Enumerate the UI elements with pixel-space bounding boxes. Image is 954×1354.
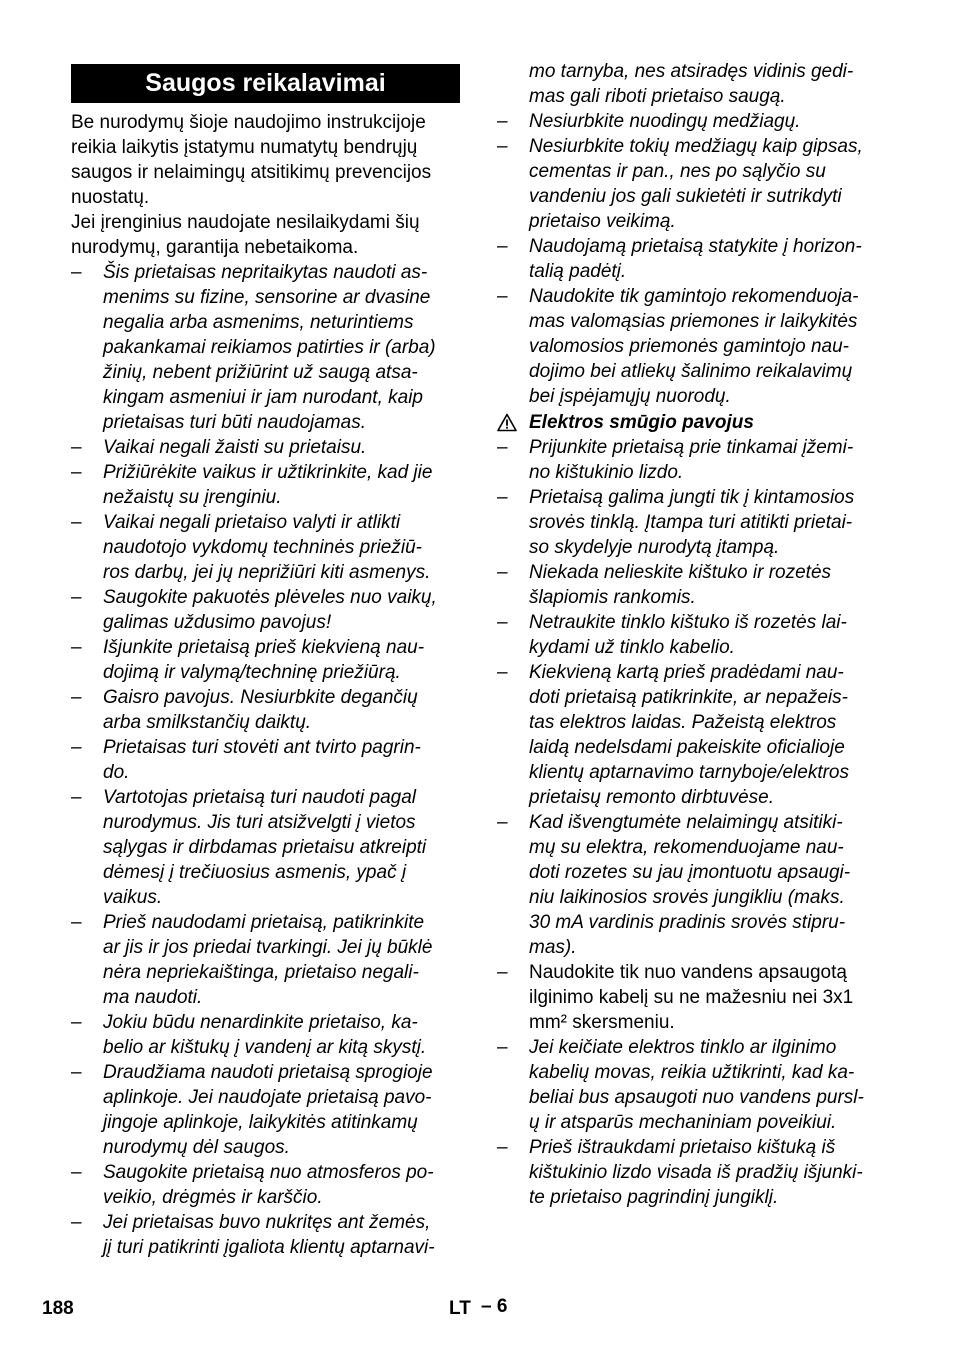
list-item-text: Naudokite tik nuo vandens apsaugotą ilginimo kabelį su ne mažesniu nei 3x1 mm² skersmeniu. bbox=[529, 962, 854, 1033]
list-item-text: Draudžiama naudoti prietaisą sprogioje aplinkoje. Jei naudojate prietaisą pavo- jingoje aplinkoje, laikykitės atitinkamų nurodymų dėl saugos. bbox=[103, 1062, 433, 1158]
list-dash: – bbox=[71, 687, 82, 708]
list-dash: – bbox=[497, 487, 508, 508]
list-item-text: Naudojamą prietaisą statykite į horizon- talią padėtį. bbox=[529, 236, 862, 282]
list-dash: – bbox=[71, 637, 82, 658]
list-dash: – bbox=[71, 1162, 82, 1183]
list-dash: – bbox=[71, 587, 82, 608]
list-dash: – bbox=[497, 662, 508, 683]
list-item-text: Jokiu būdu nenardinkite prietaiso, ka- belio ar kištukų į vandenį ar kitą skystį. bbox=[103, 1012, 427, 1058]
list-item-text: Prietaisas turi stovėti ant tvirto pagrin- do. bbox=[103, 737, 421, 783]
list-item-text: mo tarnyba, nes atsiradęs vidinis gedi- mas gali riboti prietaiso saugą. bbox=[529, 61, 854, 107]
list-dash: – bbox=[497, 562, 508, 583]
list-dash: – bbox=[71, 262, 82, 283]
list-dash: – bbox=[71, 787, 82, 808]
list-item-text: Prijunkite prietaisą prie tinkamai įžemi- no kištukinio lizdo. bbox=[529, 437, 854, 483]
list-item-text: Nesiurbkite nuodingų medžiagų. bbox=[529, 111, 801, 132]
list-dash: – bbox=[71, 912, 82, 933]
list-item-text: Prietaisą galima jungti tik į kintamosios srovės tinklą. Įtampa turi atitikti prietai- so skydelyje nurodytą įtampą. bbox=[529, 487, 855, 558]
warning-triangle-icon bbox=[497, 413, 517, 432]
list-dash: – bbox=[497, 1137, 508, 1158]
list-dash: – bbox=[71, 512, 82, 533]
language-code: LT bbox=[449, 1298, 471, 1319]
list-item-text: Jei keičiate elektros tinklo ar ilginimo kabelių movas, reikia užtikrinti, kad ka- beliai bus apsaugoti nuo vandens pursl- ų ir atsparūs mechaniniam poveikiui. bbox=[529, 1037, 864, 1133]
list-item-text: Netraukite tinklo kištuko iš rozetės lai- kydami už tinklo kabelio. bbox=[529, 612, 847, 658]
intro-paragraph: Jei įrenginius naudojate nesilaikydami šių nurodymų, garantija nebetaikoma. bbox=[71, 212, 420, 258]
list-item-text: Naudokite tik gamintojo rekomenduoja- mas valomąsias priemones ir laikykitės valomosios priemonės gamintojo nau- dojimo bei atliekų šalinimo reikalavimų bei įspėjamųjų nuorodų. bbox=[529, 286, 859, 407]
list-item-text: Išjunkite prietaisą prieš kiekvieną nau- dojimą ir valymą/techninę priežiūrą. bbox=[103, 637, 425, 683]
list-dash: – bbox=[497, 437, 508, 458]
intro-paragraph: Be nurodymų šioje naudojimo instrukcijoje reikia laikytis įstatymu numatytų bendrųjų saugos ir nelaimingų atsitikimų prevencijos nuostatų. bbox=[71, 112, 432, 208]
list-item-text: Prieš ištraukdami prietaiso kištuką iš kištukinio lizdo visada iš pradžių išjunki- te prietaiso pagrindinį jungiklį. bbox=[529, 1137, 863, 1208]
list-dash: – bbox=[71, 462, 82, 483]
list-item-text: Niekada nelieskite kištuko ir rozetės šlapiomis rankomis. bbox=[529, 562, 832, 608]
list-dash: – bbox=[497, 236, 508, 257]
list-item-text: Vartotojas prietaisą turi naudoti pagal nurodymus. Jis turi atsižvelgti į vietos sąlygas ir dirbdamas prietaisu atkreipti dėmesį į trečiuosius asmenis, ypač į vaikus. bbox=[103, 787, 427, 908]
list-item-text: Kad išvengtumėte nelaimingų atsitiki- mų su elektra, rekomenduojame nau- doti rozetes su jau įmontuotu apsaugi- niu laikinosios srovės jungikliu (maks. 30 mA vardinis pradinis srovės stipru- mas). bbox=[529, 812, 851, 958]
list-dash: – bbox=[497, 286, 508, 307]
list-dash: – bbox=[497, 612, 508, 633]
page-number: 188 bbox=[42, 1298, 74, 1319]
list-item-text: Kiekvieną kartą prieš pradėdami nau- doti prietaisą patikrinkite, ar nepažeis- tas elektros laidas. Pažeistą elektros laidą nedelsdami pakeiskite oficialioje klientų aptarnavimo tarnyboje/elektros prietaisų remonto dirbtuvėse. bbox=[529, 662, 850, 808]
list-item-text: Šis prietaisas nepritaikytas naudoti as- menims su fizine, sensorine ar dvasine negalia arba asmenims, neturintiems pakankamai reikiamos patirties ir (arba) žinių, nebent prižiūrint už saugą atsa- kingam asmeniui ir jam nurodant, kaip prietaisas turi būti naudojamas. bbox=[103, 262, 436, 433]
list-item-text: Nesiurbkite tokių medžiagų kaip gipsas, cementas ir pan., nes po sąlyčio su vandeniu jos gali sukietėti ir sutrikdyti prietaiso veikimą. bbox=[529, 136, 863, 232]
list-item-text: Jei prietaisas buvo nukritęs ant žemės, jį turi patikrinti įgaliota klientų aptarnavi- bbox=[103, 1212, 435, 1258]
list-dash: – bbox=[71, 437, 82, 458]
list-item-text: Vaikai negali žaisti su prietaisu. bbox=[103, 437, 367, 458]
list-dash: – bbox=[497, 812, 508, 833]
list-item-text: Gaisro pavojus. Nesiurbkite degančių arba smilkstančių daiktų. bbox=[103, 687, 418, 733]
section-page-number: – 6 bbox=[481, 1296, 508, 1317]
section-title: Saugos reikalavimai bbox=[71, 64, 460, 103]
list-dash: – bbox=[71, 1062, 82, 1083]
list-item-text: Saugokite pakuotės plėveles nuo vaikų, galimas uždusimo pavojus! bbox=[103, 587, 437, 633]
list-dash: – bbox=[71, 737, 82, 758]
list-item-text: Saugokite prietaisą nuo atmosferos po- veikio, drėgmės ir karščio. bbox=[103, 1162, 434, 1208]
list-dash: – bbox=[497, 111, 508, 132]
list-dash: – bbox=[71, 1012, 82, 1033]
list-dash: – bbox=[497, 962, 508, 983]
list-item-text: Prieš naudodami prietaisą, patikrinkite ar jis ir jos priedai tvarkingi. Jei jų būklė nėra nepriekaištinga, prietaiso negali- ma naudoti. bbox=[103, 912, 433, 1008]
list-dash: – bbox=[71, 1212, 82, 1233]
list-item-text: Vaikai negali prietaiso valyti ir atlikti naudotojo vykdomų techninės priežiū- ros darbų, jei jų neprižiūri kiti asmenys. bbox=[103, 512, 431, 583]
list-dash: – bbox=[497, 1037, 508, 1058]
list-item-text: Prižiūrėkite vaikus ir užtikrinkite, kad jie nežaistų su įrenginiu. bbox=[103, 462, 433, 508]
list-dash: – bbox=[497, 136, 508, 157]
warning-heading-text: Elektros smūgio pavojus bbox=[529, 412, 754, 433]
